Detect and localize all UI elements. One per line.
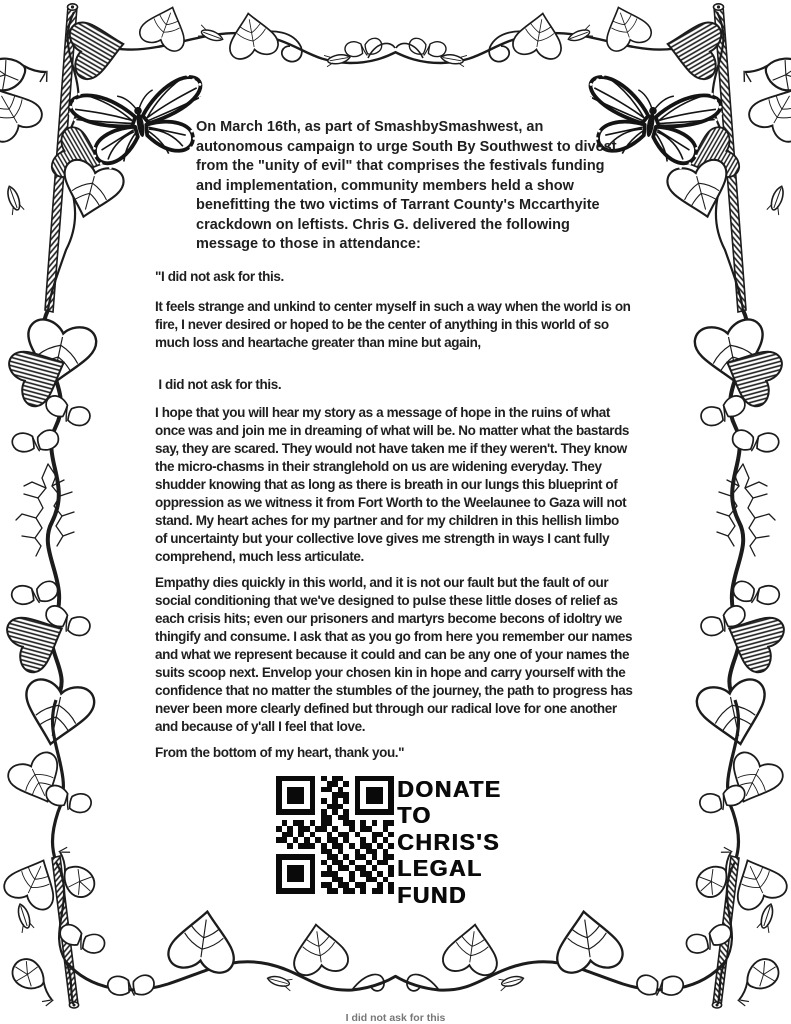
intro-paragraph: On March 16th, as part of SmashbySmashwest, an autonomous campaign to urge South By Southwest to divest from the "unity of evil" that comprises the festivals funding and implementation, community members held a show benefitting the two victims of Tarrant County's Mccarthyite crackdown on leftists. Chris G. delivered the following message to those in attendance: bbox=[196, 119, 621, 252]
speech-paragraph-6: From the bottom of my heart, thank you." bbox=[155, 744, 405, 760]
speech-paragraph-5: Empathy dies quickly in this world, and it is not our fault but the fault of our social conditioning that we've designed to pulse these little doses of relief as each crisis hits; even our prisoners and martyrs become becons of idoltry we thingify and consume. I ask that as you go from here you remember our names and what we represent because it could and can be any one of your names the suits scoop next. Envelop your chosen kin in hope and carry yourself with the confidence that no matter the stumbles of the journey, the path to progress has never been more clearly defined but through our radical love for one another and because of y'all I feel that love. bbox=[155, 574, 636, 734]
speech-paragraph-1: "I did not ask for this. bbox=[155, 268, 284, 284]
qr-code bbox=[276, 776, 394, 894]
donate-caption bbox=[397, 776, 501, 909]
donate-section bbox=[276, 776, 501, 909]
letter-body bbox=[155, 118, 636, 908]
speech-paragraph-4: I hope that you will hear my story as a message of hope in the ruins of what once was and join me in dreaming of what will be. No matter what the bastards say, they are scared. They would not have taken me if they weren't. They know the micro-chasms in their stranglehold on us are widening everyday. They shudder knowing that as long as there is breath in our lungs this blueprint of oppression as we witness it from Fort Worth to the Weelaunee to Gaza will not stand. My heart aches for my partner and for my children in this hellish limbo of uncertainty but your collective love gives me strength in ways I cant fully comprehend, much less articulate. bbox=[155, 404, 633, 564]
speech-paragraph-3: I did not ask for this. bbox=[155, 376, 282, 392]
donate-line: DONATE bbox=[397, 775, 502, 802]
donate-line: TO bbox=[397, 802, 432, 828]
donate-line: CHRIS'S bbox=[397, 828, 500, 855]
footer-caption: I did not ask for this bbox=[345, 1012, 446, 1024]
speech-paragraph-2: It feels strange and unkind to center myself in such a way when the world is on fire, I never desired or hoped to be the center of anything in this world of so much loss and heartache greater than mine but again, bbox=[155, 298, 634, 350]
donate-line: FUND bbox=[397, 881, 467, 908]
donate-line: LEGAL bbox=[397, 855, 483, 881]
